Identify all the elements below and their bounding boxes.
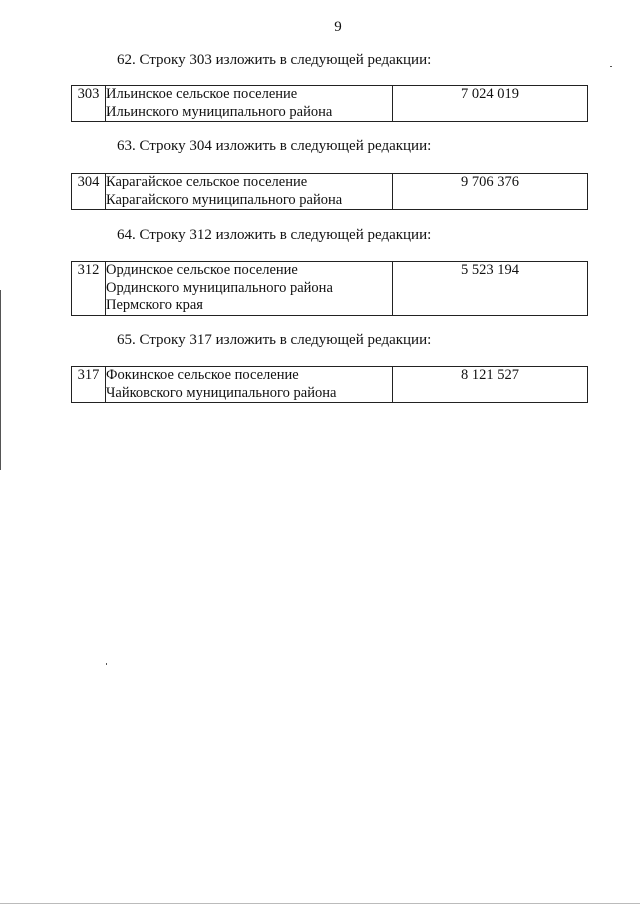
row-amount: 5 523 194 [393, 262, 588, 316]
table-row [72, 262, 588, 316]
amendment-table-317 [71, 366, 588, 403]
amendment-table-303 [71, 85, 588, 122]
name-line: Фокинское сельское поселение [106, 367, 299, 383]
table-row [72, 174, 588, 210]
row-amount: 9 706 376 [393, 174, 588, 210]
instruction-63: 63. Строку 304 изложить в следующей редакции: [117, 138, 432, 154]
row-name [106, 262, 393, 316]
name-line: Чайковского муниципального района [106, 384, 337, 401]
name-line: Ординское сельское поселение [106, 262, 298, 278]
name-line: Ординского муниципального района [106, 279, 333, 296]
name-line: Пермского края [106, 297, 203, 313]
scan-speck [610, 66, 612, 67]
scan-edge-mark [0, 290, 1, 470]
name-line: Ильинского муниципального района [106, 103, 333, 120]
row-name [106, 174, 393, 210]
row-code: 303 [72, 86, 106, 122]
row-code: 317 [72, 367, 106, 403]
instruction-62: 62. Строку 303 изложить в следующей редакции: [117, 52, 432, 68]
row-name [106, 86, 393, 122]
page-number: 9 [334, 19, 342, 35]
scan-bottom-edge [0, 903, 640, 904]
name-line: Карагайское сельское поселение [106, 174, 308, 190]
instruction-65: 65. Строку 317 изложить в следующей редакции: [117, 332, 432, 348]
name-line: Карагайского муниципального района [106, 191, 343, 208]
row-code: 304 [72, 174, 106, 210]
table-row [72, 86, 588, 122]
row-amount: 8 121 527 [393, 367, 588, 403]
row-code: 312 [72, 262, 106, 316]
amendment-table-304 [71, 173, 588, 210]
table-row [72, 367, 588, 403]
scan-speck [106, 663, 107, 665]
instruction-64: 64. Строку 312 изложить в следующей редакции: [117, 227, 432, 243]
row-name [106, 367, 393, 403]
row-amount: 7 024 019 [393, 86, 588, 122]
name-line: Ильинское сельское поселение [106, 86, 298, 102]
amendment-table-312 [71, 261, 588, 316]
